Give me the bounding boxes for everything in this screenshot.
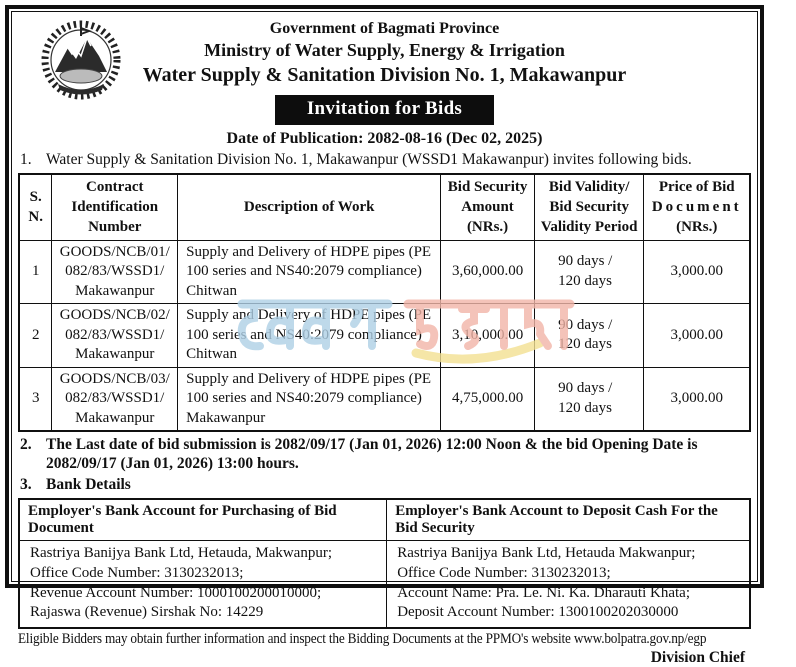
bid-row-1 (19, 240, 750, 304)
note-number: 2. (20, 436, 32, 454)
description-cell: Supply and Delivery of HDPE pipes (PE 100 series and NS40:2079 compliance) Chitwan (178, 304, 441, 368)
document-header (18, 14, 751, 148)
publication-date: Date of Publication: 2082-08-16 (Dec 02, 2025) (226, 130, 543, 148)
note-number: 3. (20, 476, 32, 494)
description-cell: Supply and Delivery of HDPE pipes (PE 100 series and NS40:2079 compliance) Makawanpur (178, 367, 441, 431)
intro-line (20, 151, 751, 170)
contract-cell: GOODS/NCB/01/ 082/83/WSSD1/ Makawanpur (52, 240, 178, 304)
price-cell: 3,000.00 (644, 240, 750, 304)
note-text: Bank Details (46, 476, 131, 494)
signature-title: Division Chief (650, 648, 745, 666)
note-text: The Last date of bid submission is 2082/09/17 (Jan 01, 2026) 12:00 Noon & the bid Opening Date is 2082/09/17 (Jan 01, 2026) 13:00 hours. (46, 436, 698, 472)
bank-details-table (18, 498, 751, 629)
bank-table-header-row (19, 499, 750, 541)
header-bid-security: Bid Security Amount (NRs.) (441, 174, 535, 240)
bids-table-header-row (19, 174, 750, 240)
invitation-banner: Invitation for Bids (275, 95, 494, 125)
bank-header-deposit: Employer's Bank Account to Deposit Cash For the Bid Security (387, 499, 750, 541)
contract-cell: GOODS/NCB/02/ 082/83/WSSD1/ Makawanpur (52, 304, 178, 368)
province-title: Government of Bagmati Province (269, 20, 500, 37)
inner-frame (11, 11, 758, 666)
bid-row-2 (19, 304, 750, 368)
header-sn: S. N. (19, 174, 52, 240)
bank-purchase-cell: Rastriya Banijya Bank Ltd, Hetauda, Makwanpur; Office Code Number: 3130232013; Revenue Account Number: 1000100200010000; Rajaswa (Revenue) Sirshak No: 14229 (19, 541, 387, 629)
header-contract: Contract Identification Number (52, 174, 178, 240)
bids-table (18, 173, 751, 432)
ministry-title: Ministry of Water Supply, Energy & Irrigation (204, 40, 565, 60)
division-title: Water Supply & Sanitation Division No. 1, Makawanpur (142, 64, 627, 87)
header-bid-validity: Bid Validity/ Bid Security Validity Period (534, 174, 644, 240)
sn-cell: 1 (19, 240, 52, 304)
note-submission (20, 436, 751, 473)
sn-cell: 2 (19, 304, 52, 368)
security-cell: 3,60,000.00 (441, 240, 535, 304)
contract-cell: GOODS/NCB/03/ 082/83/WSSD1/ Makawanpur (52, 367, 178, 431)
nepal-government-emblem-icon (38, 16, 124, 110)
description-cell: Supply and Delivery of HDPE pipes (PE 100 series and NS40:2079 compliance) Chitwan (178, 240, 441, 304)
footer-note: Eligible Bidders may obtain further information and inspect the Bidding Documents at the PPMO's website www.bolpatra.gov.np/egp (18, 631, 707, 648)
validity-cell: 90 days / 120 days (534, 240, 644, 304)
price-cell: 3,000.00 (644, 367, 750, 431)
bank-deposit-cell: Rastriya Banijya Bank Ltd, Hetauda Makwanpur; Office Code Number: 3130232013; Account Name: Pra. Le. Ni. Ka. Dharauti Khata; Deposit Account Number: 1300100202030000 (387, 541, 750, 629)
security-cell: 3,10,000.00 (441, 304, 535, 368)
security-cell: 4,75,000.00 (441, 367, 535, 431)
price-cell: 3,000.00 (644, 304, 750, 368)
validity-cell: 90 days / 120 days (534, 304, 644, 368)
intro-text: Water Supply & Sanitation Division No. 1, Makawanpur (WSSD1 Makawanpur) invites following bids. (46, 151, 692, 169)
header-description: Description of Work (178, 174, 441, 240)
sn-cell: 3 (19, 367, 52, 431)
bid-row-3 (19, 367, 750, 431)
bank-table-body-row (19, 541, 750, 629)
header-price: Price of Bid Document (NRs.) (644, 174, 750, 240)
intro-number: 1. (20, 151, 32, 169)
bank-header-purchase: Employer's Bank Account for Purchasing of Bid Document (19, 499, 387, 541)
outer-frame (5, 5, 764, 666)
validity-cell: 90 days / 120 days (534, 367, 644, 431)
note-bank-details (20, 476, 751, 495)
